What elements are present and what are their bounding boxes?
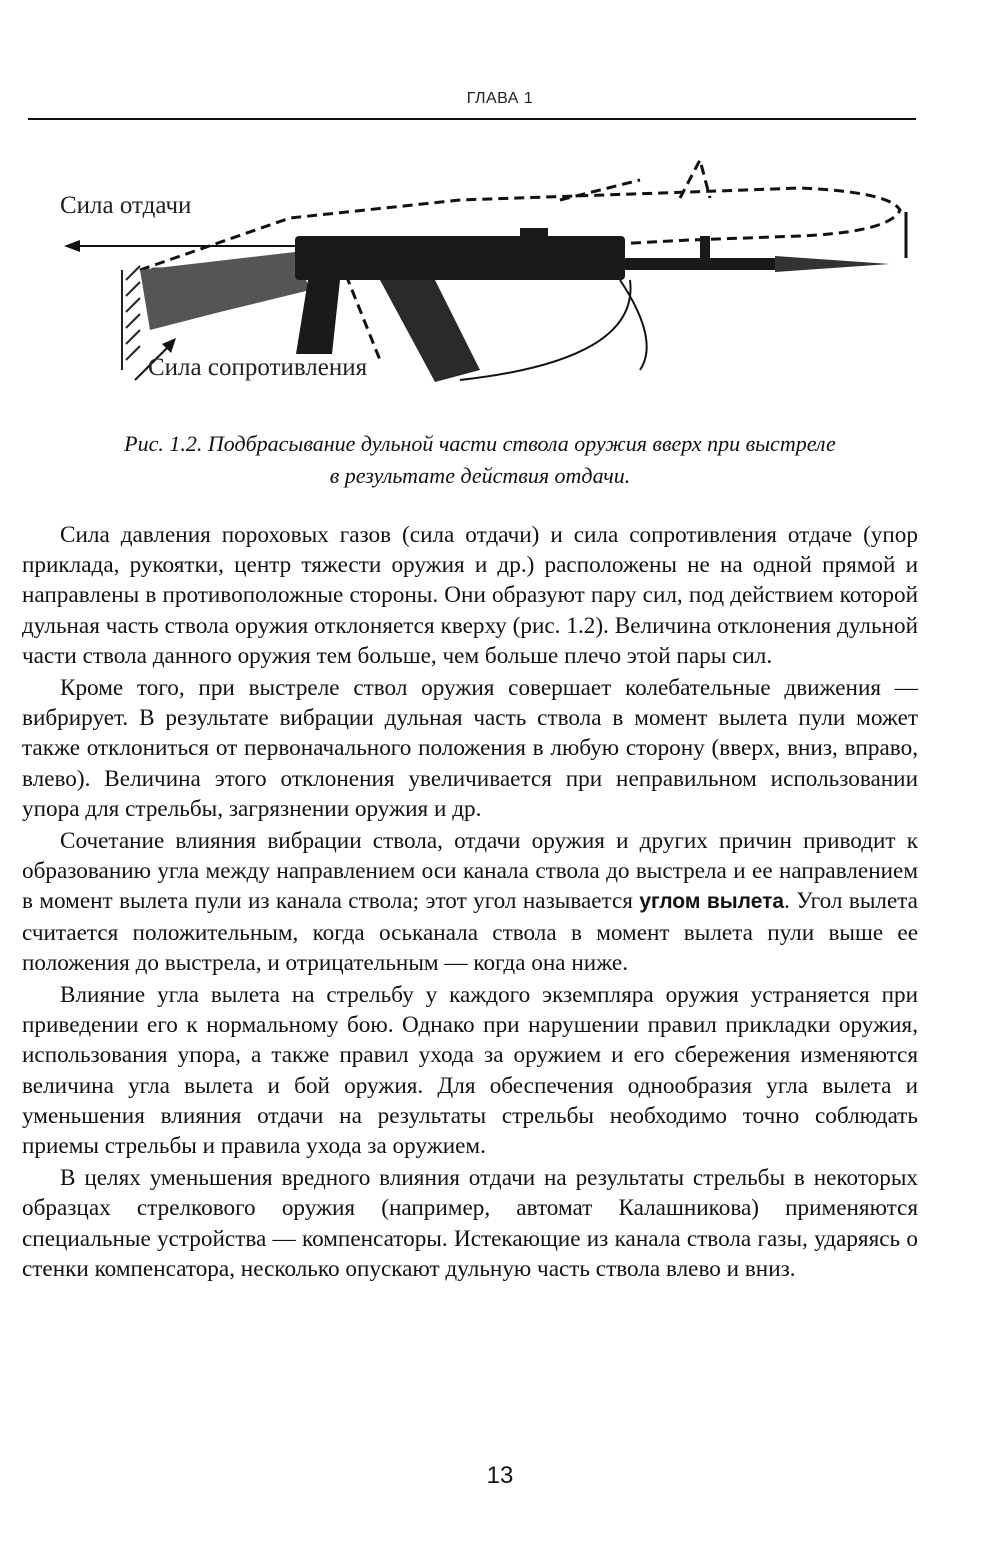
term-exit-angle: углом вылета (639, 890, 785, 914)
caption-line-1: Рис. 1.2. Подбрасывание дульной части ствола оружия вверх при выстреле (124, 431, 836, 456)
label-resistance-force: Сила сопротивления (148, 354, 368, 381)
figure-caption (40, 428, 920, 492)
paragraph-2: Кроме того, при выстреле ствол оружия совершает колебательные движения — вибрирует. В результате вибрации дульная часть ствола в момент вылета пули может также отклониться от первоначального положения в любую сторону (вверх, вниз, вправо, влево). Величина этого отклонения увеличивается при неправильном использовании упора для стрельбы, загрязнении оружия и др. (22, 675, 918, 822)
header-rule (28, 118, 916, 120)
caption-line-2: в результате действия отдачи. (329, 463, 631, 488)
paragraph-1: Сила давления пороховых газов (сила отдачи) и сила сопротивления отдаче (упор приклада, рукоятки, центр тяжести оружия и др.) расположены не на одной прямой и направлены в противоположные стороны. Они образуют пару сил, под действием которой дульная часть ствола оружия отклоняется кверху (рис. 1.2). Величина отклонения дульной части ствола данного оружия тем больше, чем больше плечо этой пары сил. (22, 522, 918, 669)
body-text (22, 520, 918, 1286)
paragraph-5: В целях уменьшения вредного влияния отдачи на результаты стрельбы в некоторых образцах стрелкового оружия (например, автомат Калашникова) применяются специальные устройства — компенсаторы. Истекающие из канала ствола газы, ударяясь о стенки компенсатора, несколько опускают дульную часть ствола влево и вниз. (22, 1165, 918, 1282)
paragraph-3-end: . Угол вылета считается положительным, когда оськанала ствола в момент вылета пули выше ее положения до выстрела, и отрицательным — когда она ниже. (22, 888, 918, 976)
label-recoil-force: Сила отдачи (60, 192, 192, 219)
running-head: ГЛАВА 1 (466, 90, 534, 107)
paragraph-3 (22, 826, 918, 978)
paragraph-3-start: Сочетание влияния вибрации ствола, отдачи оружия и других причин приводит к образованию угла между направлением оси канала ствола до выстрела и ее направлением в момент вылета пули из канала ствола; этот угол называется (22, 828, 918, 915)
page-number: 13 (486, 1462, 514, 1489)
paragraph-4: Влияние угла вылета на стрельбу у каждого экземпляра оружия устраняется при приведении его к нормальному бою. Однако при нарушении правил прикладки оружия, использования упора, а также правил ухода за оружием и его сбережения изменяются величина угла вылета и бой оружия. Для обеспечения однообразия угла вылета и уменьшения влияния отдачи на результаты стрельбы необходимо точно соблюдать приемы стрельбы и правила ухода за оружием. (22, 982, 918, 1160)
figure-rifle-recoil (40, 140, 920, 420)
